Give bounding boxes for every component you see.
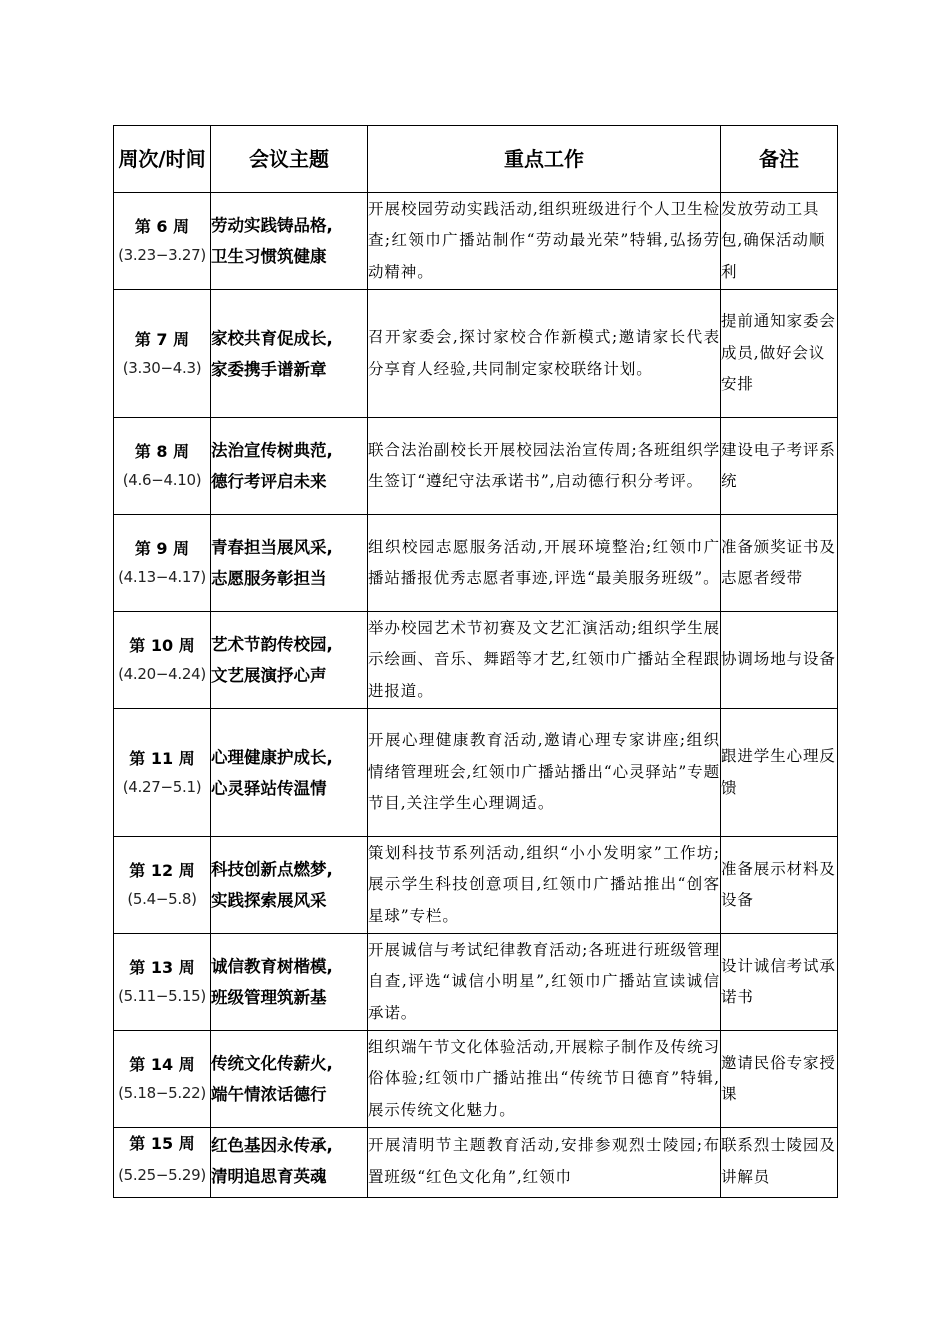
topic-line: 家校共育促成长, [211, 328, 333, 348]
work-cell: 召开家委会,探讨家校合作新模式;邀请家长代表分享育人经验,共同制定家校联络计划。 [368, 290, 721, 418]
work-cell: 策划科技节系列活动,组织“小小发明家”工作坊;展示学生科技创意项目,红领巾广播站推出“创客星球”专栏。 [368, 837, 721, 934]
week-dates: (5.18−5.22) [118, 1084, 206, 1102]
work-cell: 组织校园志愿服务活动,开展环境整治;红领巾广播站播报优秀志愿者事迹,评选“最美服务班级”。 [368, 515, 721, 612]
week-dates: (5.25−5.29) [118, 1166, 206, 1184]
week-dates: (4.6−4.10) [122, 471, 202, 489]
topic-line: 实践探索展风采 [211, 891, 327, 910]
header-topic: 会议主题 [211, 126, 368, 193]
topic-cell [211, 837, 368, 934]
schedule-table [113, 125, 838, 1198]
topic-cell [211, 515, 368, 612]
topic-line: 文艺展演抒心声 [211, 666, 327, 685]
topic-line: 红色基因永传承, [211, 1136, 333, 1155]
work-cell: 组织端午节文化体验活动,开展粽子制作及传统习俗体验;红领巾广播站推出“传统节日德育”特辑,展示传统文化魅力。 [368, 1031, 721, 1128]
week-dates: (5.11−5.15) [118, 987, 206, 1005]
table-row [114, 709, 838, 837]
note-cell: 发放劳动工具包,确保活动顺利 [721, 193, 838, 290]
topic-cell [211, 290, 368, 418]
note-cell: 联系烈士陵园及讲解员 [721, 1128, 838, 1198]
note-cell: 建设电子考评系统 [721, 418, 838, 515]
topic-cell [211, 418, 368, 515]
topic-line: 科技创新点燃梦, [211, 860, 333, 879]
work-cell: 开展心理健康教育活动,邀请心理专家讲座;组织情绪管理班会,红领巾广播站播出“心灵驿站”专题节目,关注学生心理调适。 [368, 709, 721, 837]
week-number: 第 13 周 [129, 958, 195, 977]
table-row [114, 837, 838, 934]
topic-line: 班级管理筑新基 [211, 988, 327, 1007]
week-number: 第 8 周 [134, 442, 190, 461]
table-row [114, 418, 838, 515]
work-cell: 举办校园艺术节初赛及文艺汇演活动;组织学生展示绘画、音乐、舞蹈等才艺,红领巾广播站全程跟进报道。 [368, 612, 721, 709]
work-cell: 联合法治副校长开展校园法治宣传周;各班组织学生签订“遵纪守法承诺书”,启动德行积分考评。 [368, 418, 721, 515]
topic-line: 心灵驿站传温情 [211, 778, 327, 798]
note-cell: 协调场地与设备 [721, 612, 838, 709]
week-dates: (4.27−5.1) [122, 777, 202, 796]
week-cell [114, 1128, 211, 1198]
week-cell [114, 515, 211, 612]
week-cell [114, 418, 211, 515]
table-row [114, 290, 838, 418]
topic-cell [211, 934, 368, 1031]
topic-cell [211, 612, 368, 709]
week-number: 第 9 周 [134, 539, 190, 558]
work-cell: 开展校园劳动实践活动,组织班级进行个人卫生检查;红领巾广播站制作“劳动最光荣”特辑,弘扬劳动精神。 [368, 193, 721, 290]
topic-line: 法治宣传树典范, [211, 441, 333, 460]
week-number: 第 10 周 [129, 636, 195, 655]
topic-line: 卫生习惯筑健康 [211, 247, 327, 266]
week-cell [114, 290, 211, 418]
topic-cell [211, 709, 368, 837]
header-work: 重点工作 [368, 126, 721, 193]
topic-line: 端午情浓话德行 [211, 1085, 327, 1104]
table-row [114, 515, 838, 612]
week-dates: (3.23−3.27) [118, 246, 206, 264]
topic-cell [211, 193, 368, 290]
week-number: 第 14 周 [129, 1055, 195, 1074]
note-cell: 邀请民俗专家授课 [721, 1031, 838, 1128]
topic-line: 传统文化传薪火, [211, 1054, 333, 1073]
table-row [114, 1031, 838, 1128]
week-number: 第 12 周 [129, 861, 195, 880]
header-week: 周次/时间 [114, 126, 211, 193]
topic-line: 诚信教育树楷模, [211, 957, 333, 976]
week-dates: (3.30−4.3) [122, 358, 202, 377]
topic-line: 志愿服务彰担当 [211, 569, 327, 588]
week-number: 第 7 周 [134, 329, 190, 349]
week-cell [114, 612, 211, 709]
table-body [114, 193, 838, 1198]
note-cell: 提前通知家委会成员,做好会议安排 [721, 290, 838, 418]
topic-cell [211, 1031, 368, 1128]
header-note: 备注 [721, 126, 838, 193]
work-cell: 开展诚信与考试纪律教育活动;各班进行班级管理自查,评选“诚信小明星”,红领巾广播站宣读诚信承诺。 [368, 934, 721, 1031]
note-cell: 准备展示材料及设备 [721, 837, 838, 934]
topic-line: 艺术节韵传校园, [211, 635, 333, 654]
note-cell: 设计诚信考试承诺书 [721, 934, 838, 1031]
topic-line: 德行考评启未来 [211, 472, 327, 491]
week-cell [114, 934, 211, 1031]
week-dates: (5.4−5.8) [127, 890, 197, 908]
week-number: 第 11 周 [129, 748, 195, 768]
week-cell [114, 1031, 211, 1128]
note-cell: 跟进学生心理反馈 [721, 709, 838, 837]
topic-line: 家委携手谱新章 [211, 359, 327, 379]
week-number: 第 15 周 [129, 1134, 195, 1153]
table-row [114, 612, 838, 709]
work-cell: 开展清明节主题教育活动,安排参观烈士陵园;布置班级“红色文化角”,红领巾 [368, 1128, 721, 1198]
week-cell [114, 837, 211, 934]
table-header-row [114, 126, 838, 193]
topic-cell [211, 1128, 368, 1198]
week-dates: (4.13−4.17) [118, 568, 206, 586]
table-row [114, 934, 838, 1031]
topic-line: 劳动实践铸品格, [211, 216, 333, 235]
topic-line: 青春担当展风采, [211, 538, 333, 557]
table-row [114, 1128, 838, 1198]
topic-line: 心理健康护成长, [211, 747, 333, 767]
week-number: 第 6 周 [134, 217, 190, 236]
note-cell: 准备颁奖证书及志愿者绶带 [721, 515, 838, 612]
week-cell [114, 193, 211, 290]
table-row [114, 193, 838, 290]
week-cell [114, 709, 211, 837]
topic-line: 清明追思育英魂 [211, 1167, 327, 1186]
week-dates: (4.20−4.24) [118, 665, 206, 683]
